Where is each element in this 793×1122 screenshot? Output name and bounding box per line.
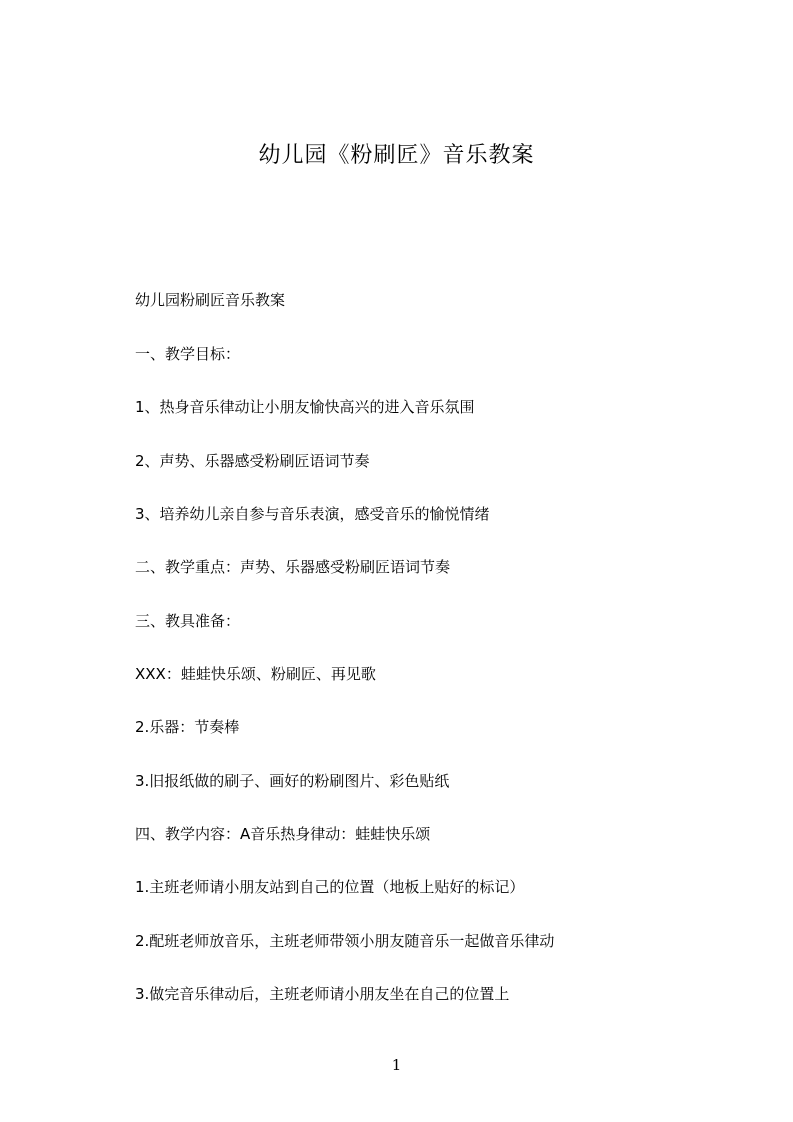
paragraph-material-2: 2.乐器：节奏棒 <box>135 718 240 736</box>
paragraph-material-1: XXX：蛙蛙快乐颂、粉刷匠、再见歌 <box>135 665 376 683</box>
document-title: 幼儿园《粉刷匠》音乐教案 <box>258 143 535 168</box>
paragraph-goal-3: 3、培养幼儿亲自参与音乐表演，感受音乐的愉悦情绪 <box>135 505 490 523</box>
paragraph-goal-2: 2、声势、乐器感受粉刷匠语词节奏 <box>135 452 370 470</box>
paragraph-material-3: 3.旧报纸做的刷子、画好的粉刷图片、彩色贴纸 <box>135 772 450 790</box>
paragraph-section-content: 四、教学内容：A音乐热身律动：蛙蛙快乐颂 <box>135 825 431 843</box>
paragraph-step-3: 3.做完音乐律动后，主班老师请小朋友坐在自己的位置上 <box>135 985 510 1003</box>
paragraph-subtitle: 幼儿园粉刷匠音乐教案 <box>135 291 286 309</box>
paragraph-section-key-points: 二、教学重点：声势、乐器感受粉刷匠语词节奏 <box>135 558 451 576</box>
paragraph-section-goals: 一、教学目标： <box>135 345 241 363</box>
paragraph-goal-1: 1、热身音乐律动让小朋友愉快高兴的进入音乐氛围 <box>135 398 475 416</box>
page-number: 1 <box>391 1056 402 1074</box>
paragraph-section-materials: 三、教具准备： <box>135 612 241 630</box>
paragraph-step-2: 2.配班老师放音乐，主班老师带领小朋友随音乐一起做音乐律动 <box>135 932 555 950</box>
paragraph-step-1: 1.主班老师请小朋友站到自己的位置（地板上贴好的标记） <box>135 878 525 896</box>
